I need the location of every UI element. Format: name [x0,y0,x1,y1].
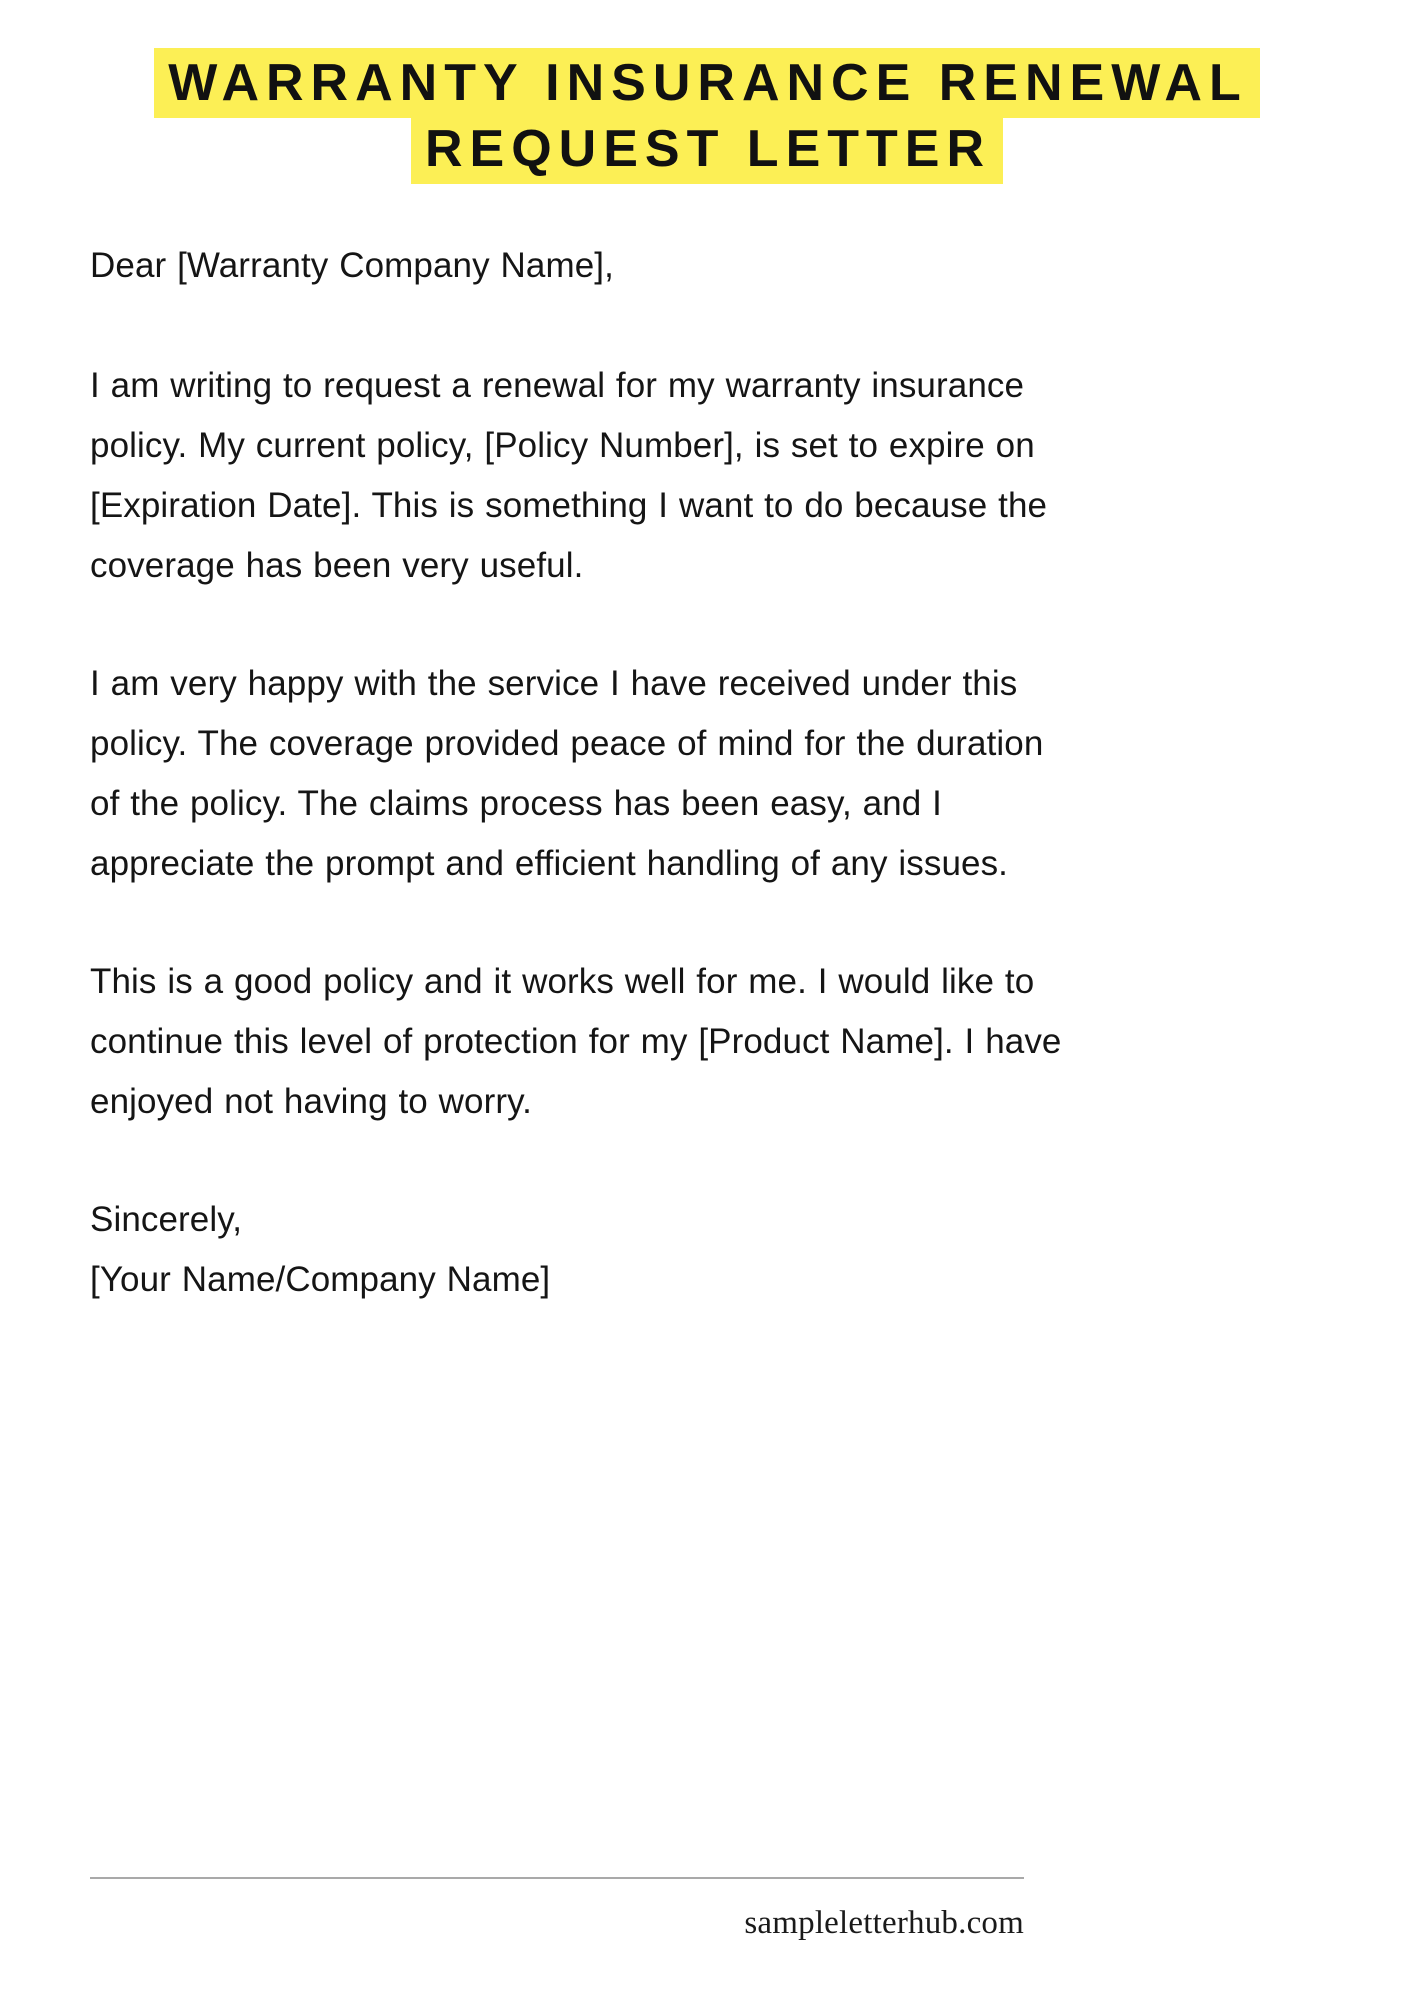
title-line-1-text: WARRANTY INSURANCE RENEWAL [154,48,1260,118]
title-line-1 [0,50,1414,116]
body-paragraph-1: I am writing to request a renewal for my warranty insurance policy. My current policy, [Policy Number], is set to expire on [Expiration Date]. This is something I want to do because the coverage has been very useful. [90,366,1048,585]
page-footer [90,1877,1324,1942]
title-line-2-text: REQUEST LETTER [411,114,1003,184]
closing-line: Sincerely, [90,1200,243,1239]
footer-website: sampleletterhub.com [744,1905,1024,1941]
letter-body [0,182,1414,1310]
title-line-2 [0,116,1414,182]
salutation: Dear [Warranty Company Name], [90,246,614,285]
body-paragraph-3: This is a good policy and it works well for me. I would like to continue this level of protection for my [Product Name]. I have enjoyed not having to worry. [90,962,1062,1121]
signature-line: [Your Name/Company Name] [90,1260,551,1299]
document-title [0,0,1414,182]
footer-divider [90,1877,1024,1879]
body-paragraph-2: I am very happy with the service I have received under this policy. The coverage provided peace of mind for the duration of the policy. The claims process has been easy, and I appreciate the prompt and efficient handling of any issues. [90,664,1044,883]
